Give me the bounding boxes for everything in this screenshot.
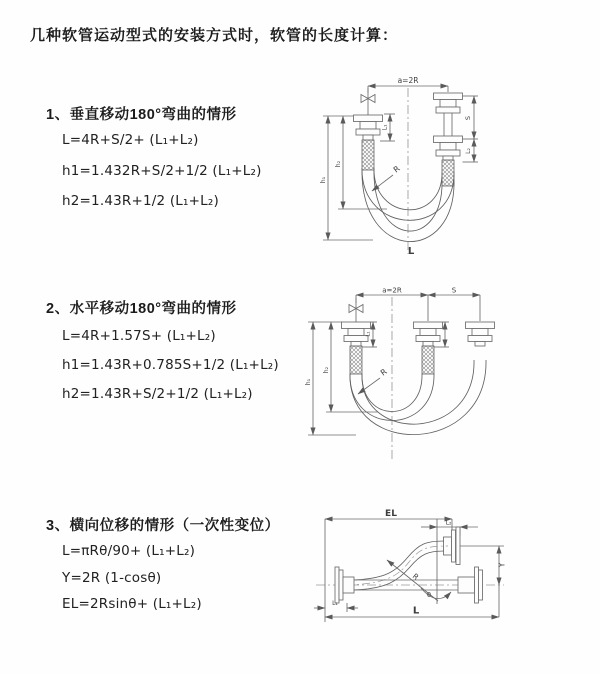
section1-heading: 1、垂直移动180°弯曲的情形 [46,107,237,123]
section3-formula-l: L=πRθ/90+ (L₁+L₂) [62,543,196,559]
right-flange-upper [434,93,463,113]
svg-text:L₁: L₁ [332,600,338,607]
svg-text:L₂: L₂ [465,148,472,154]
radius-leader [372,164,402,191]
svg-text:h₁: h₁ [305,378,312,386]
svg-text:R: R [391,164,402,175]
diagram-horizontal-180-bend [298,282,568,477]
section3-formula-y: Y=2R (1-cosθ) [62,570,162,586]
left-hose-braid [350,346,362,374]
svg-text:S: S [464,115,472,121]
dim-s [463,96,479,139]
svg-text:L₂: L₂ [445,519,452,527]
right-hose-braid [442,160,454,186]
dim-l2 [463,139,479,162]
left-flange [354,115,383,140]
svg-text:h₁: h₁ [320,176,327,184]
svg-text:a=2R: a=2R [382,286,402,295]
middle-hose-braid [422,346,434,374]
section1-formula-l: L=4R+S/2+ (L₁+L₂) [62,132,199,148]
section2-formula-h1: h1=1.43R+0.785S+1/2 (L₁+L₂) [62,357,279,373]
theta-detail [387,560,451,601]
svg-text:EL: EL [385,509,397,519]
section2-heading: 2、水平移动180°弯曲的情形 [46,301,237,317]
svg-text:R: R [410,571,421,582]
length-label: L [407,246,415,257]
s-curve-hose [346,541,448,590]
section2-formula-h2: h2=1.43R+S/2+1/2 (L₁+L₂) [62,386,253,402]
section1-formula-h1: h1=1.432R+S/2+1/2 (L₁+L₂) [62,163,262,179]
svg-text:a=2R: a=2R [397,76,419,85]
diagram-lateral-displacement [308,505,600,630]
right-flange-original [458,567,483,603]
svg-text:R: R [378,367,389,378]
dim-l1 [314,600,358,612]
section2-formula-l: L=4R+1.57S+ (L₁+L₂) [62,328,216,344]
hose-u-curves [350,360,486,435]
svg-text:Y: Y [497,562,507,568]
svg-text:θ: θ [427,591,431,599]
svg-text:h₂: h₂ [323,366,330,374]
section3-formula-el: EL=2Rsinθ+ (L₁+L₂) [62,596,202,612]
section3-heading: 3、横向位移的情形（一次性变位） [46,518,280,534]
svg-text:L₁: L₁ [381,124,389,131]
valve-icon [361,88,375,115]
svg-text:S: S [451,286,457,295]
dim-el [325,509,452,622]
section1-formula-h2: h2=1.43R+1/2 (L₁+L₂) [62,193,219,209]
left-hose-braid [362,140,374,170]
svg-text:L₁: L₁ [365,331,372,337]
dim-s [428,287,480,322]
right-flange-moved [466,322,495,346]
middle-flange [414,322,443,346]
svg-text:L: L [412,605,420,617]
right-pipe [444,113,452,136]
diagram-vertical-180-bend [305,68,585,263]
right-flange-lower [434,136,463,160]
left-flange [335,567,354,603]
svg-text:h₂: h₂ [335,160,342,168]
radius-leader [358,367,389,394]
valve-icon [349,298,363,322]
page-title: 几种软管运动型式的安装方式时，软管的长度计算： [30,27,399,44]
